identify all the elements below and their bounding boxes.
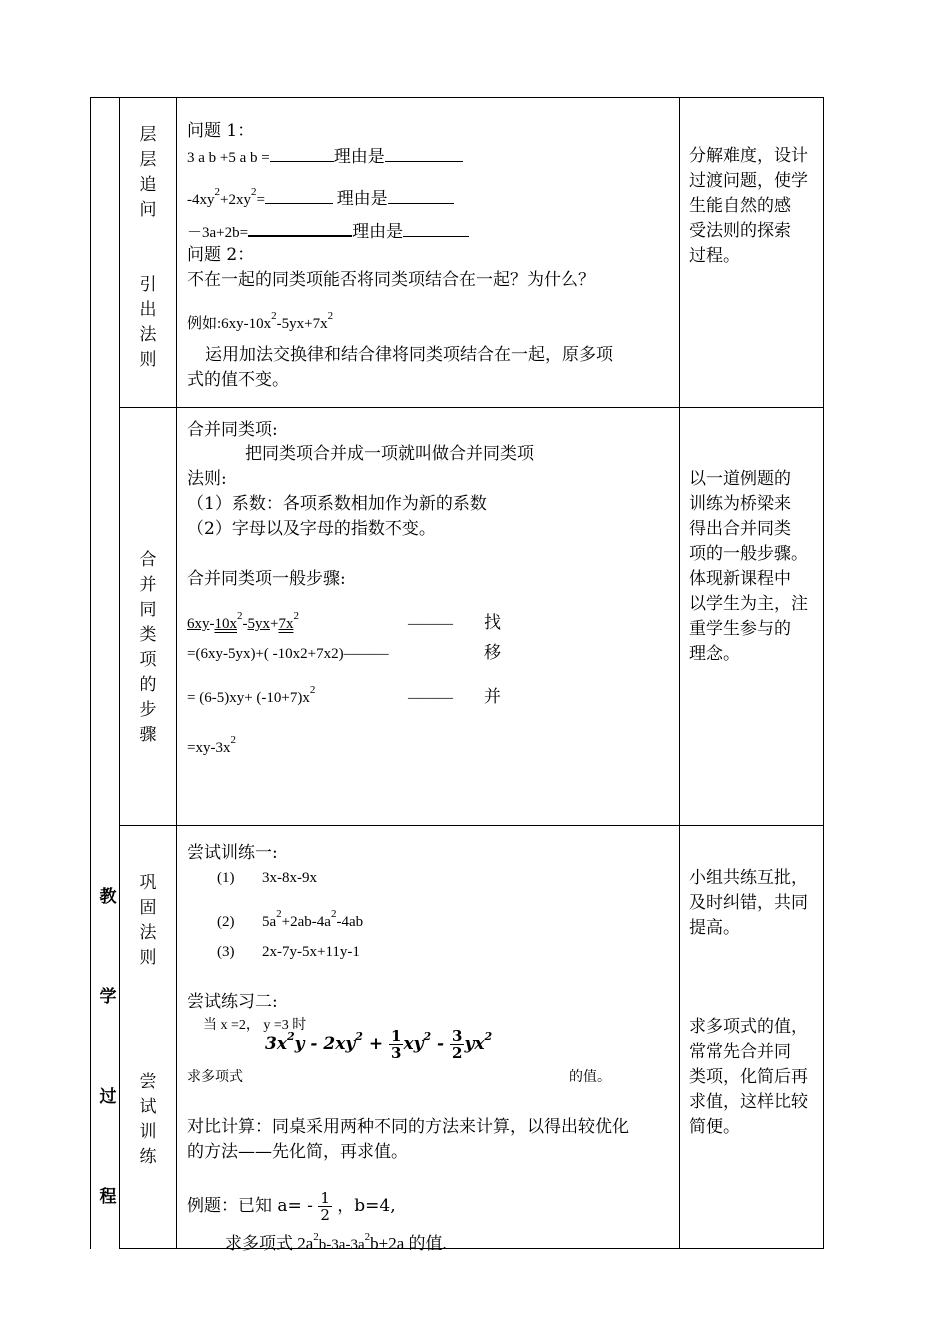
- note-line: 理念。: [689, 644, 740, 664]
- note-line: 简便。: [689, 1117, 740, 1137]
- expr: 5a: [262, 914, 277, 930]
- condition-text: 当 x =2， y =3 时: [203, 1018, 307, 1033]
- reason-label: 理由是: [352, 222, 404, 241]
- question-2-text: 不在一起的同类项能否将同类项结合在一起？为什么？: [187, 270, 595, 290]
- expr: -5yx+7x: [276, 316, 328, 332]
- note-line: 类项，化简后再: [689, 1067, 808, 1087]
- exponent: 2: [237, 610, 243, 622]
- operator: +: [368, 1034, 384, 1054]
- expr: +2ab-4a: [281, 914, 331, 930]
- exponent: 2: [327, 310, 334, 322]
- section-char: 引: [139, 275, 157, 295]
- note-line: 重学生参与的: [689, 619, 791, 639]
- rule-heading: 法则:: [187, 469, 227, 489]
- polynomial-prompt: 求多项式: [187, 1070, 243, 1085]
- section-char: 法: [139, 923, 157, 943]
- term: 3x: [265, 1034, 287, 1054]
- question-1-heading: 问题 1：: [187, 121, 255, 141]
- note-line: 常常先合并同: [689, 1042, 791, 1062]
- note-line: 求多项式的值，: [689, 1017, 808, 1037]
- step-1-dash: ———: [408, 616, 453, 632]
- comparison-line-1: 对比计算：同桌采用两种不同的方法来计算，以得出较优化: [187, 1117, 629, 1137]
- term: y - 2xy: [294, 1034, 356, 1054]
- reason-blank: [385, 146, 463, 162]
- exponent: 2: [293, 610, 299, 622]
- example-expression: [187, 310, 334, 334]
- term: yx: [464, 1034, 485, 1054]
- rule-2: （2）字母以及字母的指数不变。: [187, 519, 436, 539]
- section-char: 追: [139, 175, 157, 195]
- reason-blank: [388, 188, 454, 204]
- section-char: 固: [139, 898, 157, 918]
- exponent: 2: [355, 1030, 363, 1043]
- section-char: 则: [139, 350, 157, 370]
- step-1-word: 找: [484, 613, 501, 633]
- section-char: 层: [139, 150, 157, 170]
- section-char: 问: [139, 200, 157, 220]
- answer-blank: [248, 220, 352, 237]
- note-line: 小组共练互批，: [689, 868, 808, 888]
- term: 10x: [214, 616, 237, 632]
- section-char: 步: [139, 700, 157, 720]
- section-char: 类: [139, 625, 157, 645]
- stage-char: 教: [99, 887, 117, 907]
- polynomial-formula: [265, 1028, 492, 1061]
- exponent: 2: [230, 734, 236, 746]
- steps-heading: 合并同类项一般步骤:: [187, 569, 346, 589]
- exponent: 2: [484, 1030, 493, 1043]
- example-polynomial: [225, 1231, 447, 1255]
- fraction-three-halves: $\frac{3}{2}$: [452, 1027, 463, 1062]
- section-char: 出: [139, 300, 157, 320]
- reason-label: 理由是: [333, 147, 385, 166]
- note-line: 体现新课程中: [689, 569, 791, 589]
- example-label: 例题：已知 a= -: [187, 1196, 313, 1216]
- exercise-1-item-number: (1): [217, 870, 235, 886]
- step-2-expression: =(6xy-5yx)+( -10x2+7x2)———: [187, 646, 389, 662]
- note-line: 生能自然的感: [689, 196, 791, 216]
- note-line: 过渡问题，使学: [689, 171, 808, 191]
- operator: -: [209, 616, 215, 632]
- question-1-line-2: [187, 188, 454, 210]
- note-line: 提高。: [689, 918, 740, 938]
- expr: 求多项式 2a: [225, 1234, 314, 1253]
- expr: =: [256, 192, 265, 208]
- reason-label: 理由是: [336, 189, 388, 208]
- stage-char: 学: [99, 987, 117, 1007]
- exponent: 2: [330, 908, 337, 920]
- section-char: 试: [139, 1097, 157, 1117]
- exercise-2-item-number: (2): [217, 914, 235, 930]
- question-2-heading: 问题 2：: [187, 245, 255, 265]
- row-divider-1: [119, 407, 824, 408]
- note-line: 过程。: [689, 246, 740, 266]
- note-line: 受法则的探索: [689, 221, 791, 241]
- note-line: 分解难度，设计: [689, 146, 808, 166]
- exponent: 2: [423, 1030, 432, 1043]
- exponent: 2: [364, 1231, 371, 1243]
- col-divider-1: [119, 97, 120, 1249]
- step-4-expression: [187, 734, 236, 758]
- section-char: 合: [139, 550, 157, 570]
- note-line: 求值，这样比较: [689, 1092, 808, 1112]
- exercise-3-item-number: (3): [217, 944, 235, 960]
- exponent: 2: [313, 1231, 319, 1243]
- reason-blank: [403, 221, 469, 237]
- question-1-line-1: [187, 146, 463, 168]
- exercise-2-item: [262, 908, 364, 932]
- exponent: 2: [214, 186, 220, 198]
- fraction-one-third: $\frac{1}{3}$: [391, 1027, 402, 1062]
- exercise-2-heading: 尝试练习二:: [187, 992, 278, 1012]
- expr: = (6-5)xy+ (-10+7)x: [187, 690, 310, 706]
- step-3-expression: [187, 684, 316, 708]
- expr: b-3a-3a: [318, 1237, 365, 1253]
- example-line: [187, 1190, 396, 1223]
- section-char: 项: [139, 650, 157, 670]
- rule-1: （1）系数：各项系数相加作为新的系数: [187, 494, 487, 514]
- operator: -: [242, 616, 248, 632]
- step-3-word: 并: [484, 687, 501, 707]
- exercise-3-item: 2x-7y-5x+11y-1: [262, 944, 360, 960]
- section-char: 练: [139, 1147, 157, 1167]
- expr: -4ab: [336, 914, 364, 930]
- step-2-word: 移: [484, 643, 501, 663]
- explanation-line-2: 式的值不变。: [187, 370, 289, 390]
- answer-blank: [265, 188, 333, 204]
- term: 6xy: [187, 616, 210, 632]
- section-char: 训: [139, 1122, 157, 1142]
- row-divider-2: [119, 825, 824, 826]
- term: xy: [403, 1034, 424, 1054]
- exponent: 2: [309, 684, 316, 696]
- answer-blank: [270, 146, 334, 162]
- table-border-left: [90, 97, 91, 1249]
- note-line: 得出合并同类: [689, 519, 791, 539]
- question-1-line-3: [187, 220, 469, 243]
- section-char: 法: [139, 325, 157, 345]
- section-char: 骤: [139, 725, 157, 745]
- table-border-top: [90, 97, 824, 98]
- exercise-1-item: 3x-8x-9x: [262, 870, 317, 886]
- exponent: 2: [271, 310, 277, 322]
- note-line: 训练为桥梁来: [689, 494, 791, 514]
- step-3-dash: ———: [408, 690, 453, 706]
- expr: -4xy: [187, 192, 215, 208]
- stage-char: 过: [99, 1087, 117, 1107]
- comparison-line-2: 的方法——先化简，再求值。: [187, 1142, 408, 1162]
- section-char: 巩: [139, 873, 157, 893]
- exponent: 2: [276, 908, 282, 920]
- polynomial-value-suffix: 的值。: [569, 1070, 611, 1085]
- section-char: 同: [139, 600, 157, 620]
- expr: =xy-3x: [187, 740, 231, 756]
- section-char: 层: [139, 125, 157, 145]
- expr: b+2a 的值.: [370, 1234, 447, 1253]
- expr: 例如:6xy-10x: [187, 316, 272, 332]
- section-char: 尝: [139, 1072, 157, 1092]
- expr: －3a+2b=: [187, 225, 249, 241]
- operator: -: [437, 1034, 445, 1054]
- table-border-right: [823, 97, 824, 1249]
- expr: 3 a b +5 a b =: [187, 150, 270, 166]
- note-line: 项的一般步骤。: [689, 544, 808, 564]
- col-divider-3: [679, 97, 680, 1249]
- example-b: ，b=4,: [337, 1196, 396, 1216]
- exponent: 2: [286, 1030, 295, 1043]
- definition: 把同类项合并成一项就叫做合并同类项: [245, 444, 534, 464]
- exponent: 2: [250, 186, 257, 198]
- section-char: 的: [139, 675, 157, 695]
- col-divider-2: [176, 97, 177, 1249]
- stage-char: 程: [99, 1187, 117, 1207]
- note-line: 以一道例题的: [689, 469, 791, 489]
- term: 7x: [278, 616, 294, 632]
- heading-combine: 合并同类项:: [187, 420, 278, 440]
- section-char: 并: [139, 575, 157, 595]
- step-1-expression: [187, 610, 299, 634]
- term: 5yx: [247, 616, 270, 632]
- explanation-line-1: 运用加法交换律和结合律将同类项结合在一起，原多项: [205, 345, 613, 365]
- exercise-1-heading: 尝试训练一:: [187, 843, 278, 863]
- fraction-one-half: $\frac{1}{2}$: [320, 1189, 330, 1224]
- expr: +2xy: [220, 192, 251, 208]
- section-char: 则: [139, 948, 157, 968]
- note-line: 及时纠错，共同: [689, 893, 808, 913]
- operator: +: [270, 616, 279, 632]
- note-line: 以学生为主，注: [689, 594, 808, 614]
